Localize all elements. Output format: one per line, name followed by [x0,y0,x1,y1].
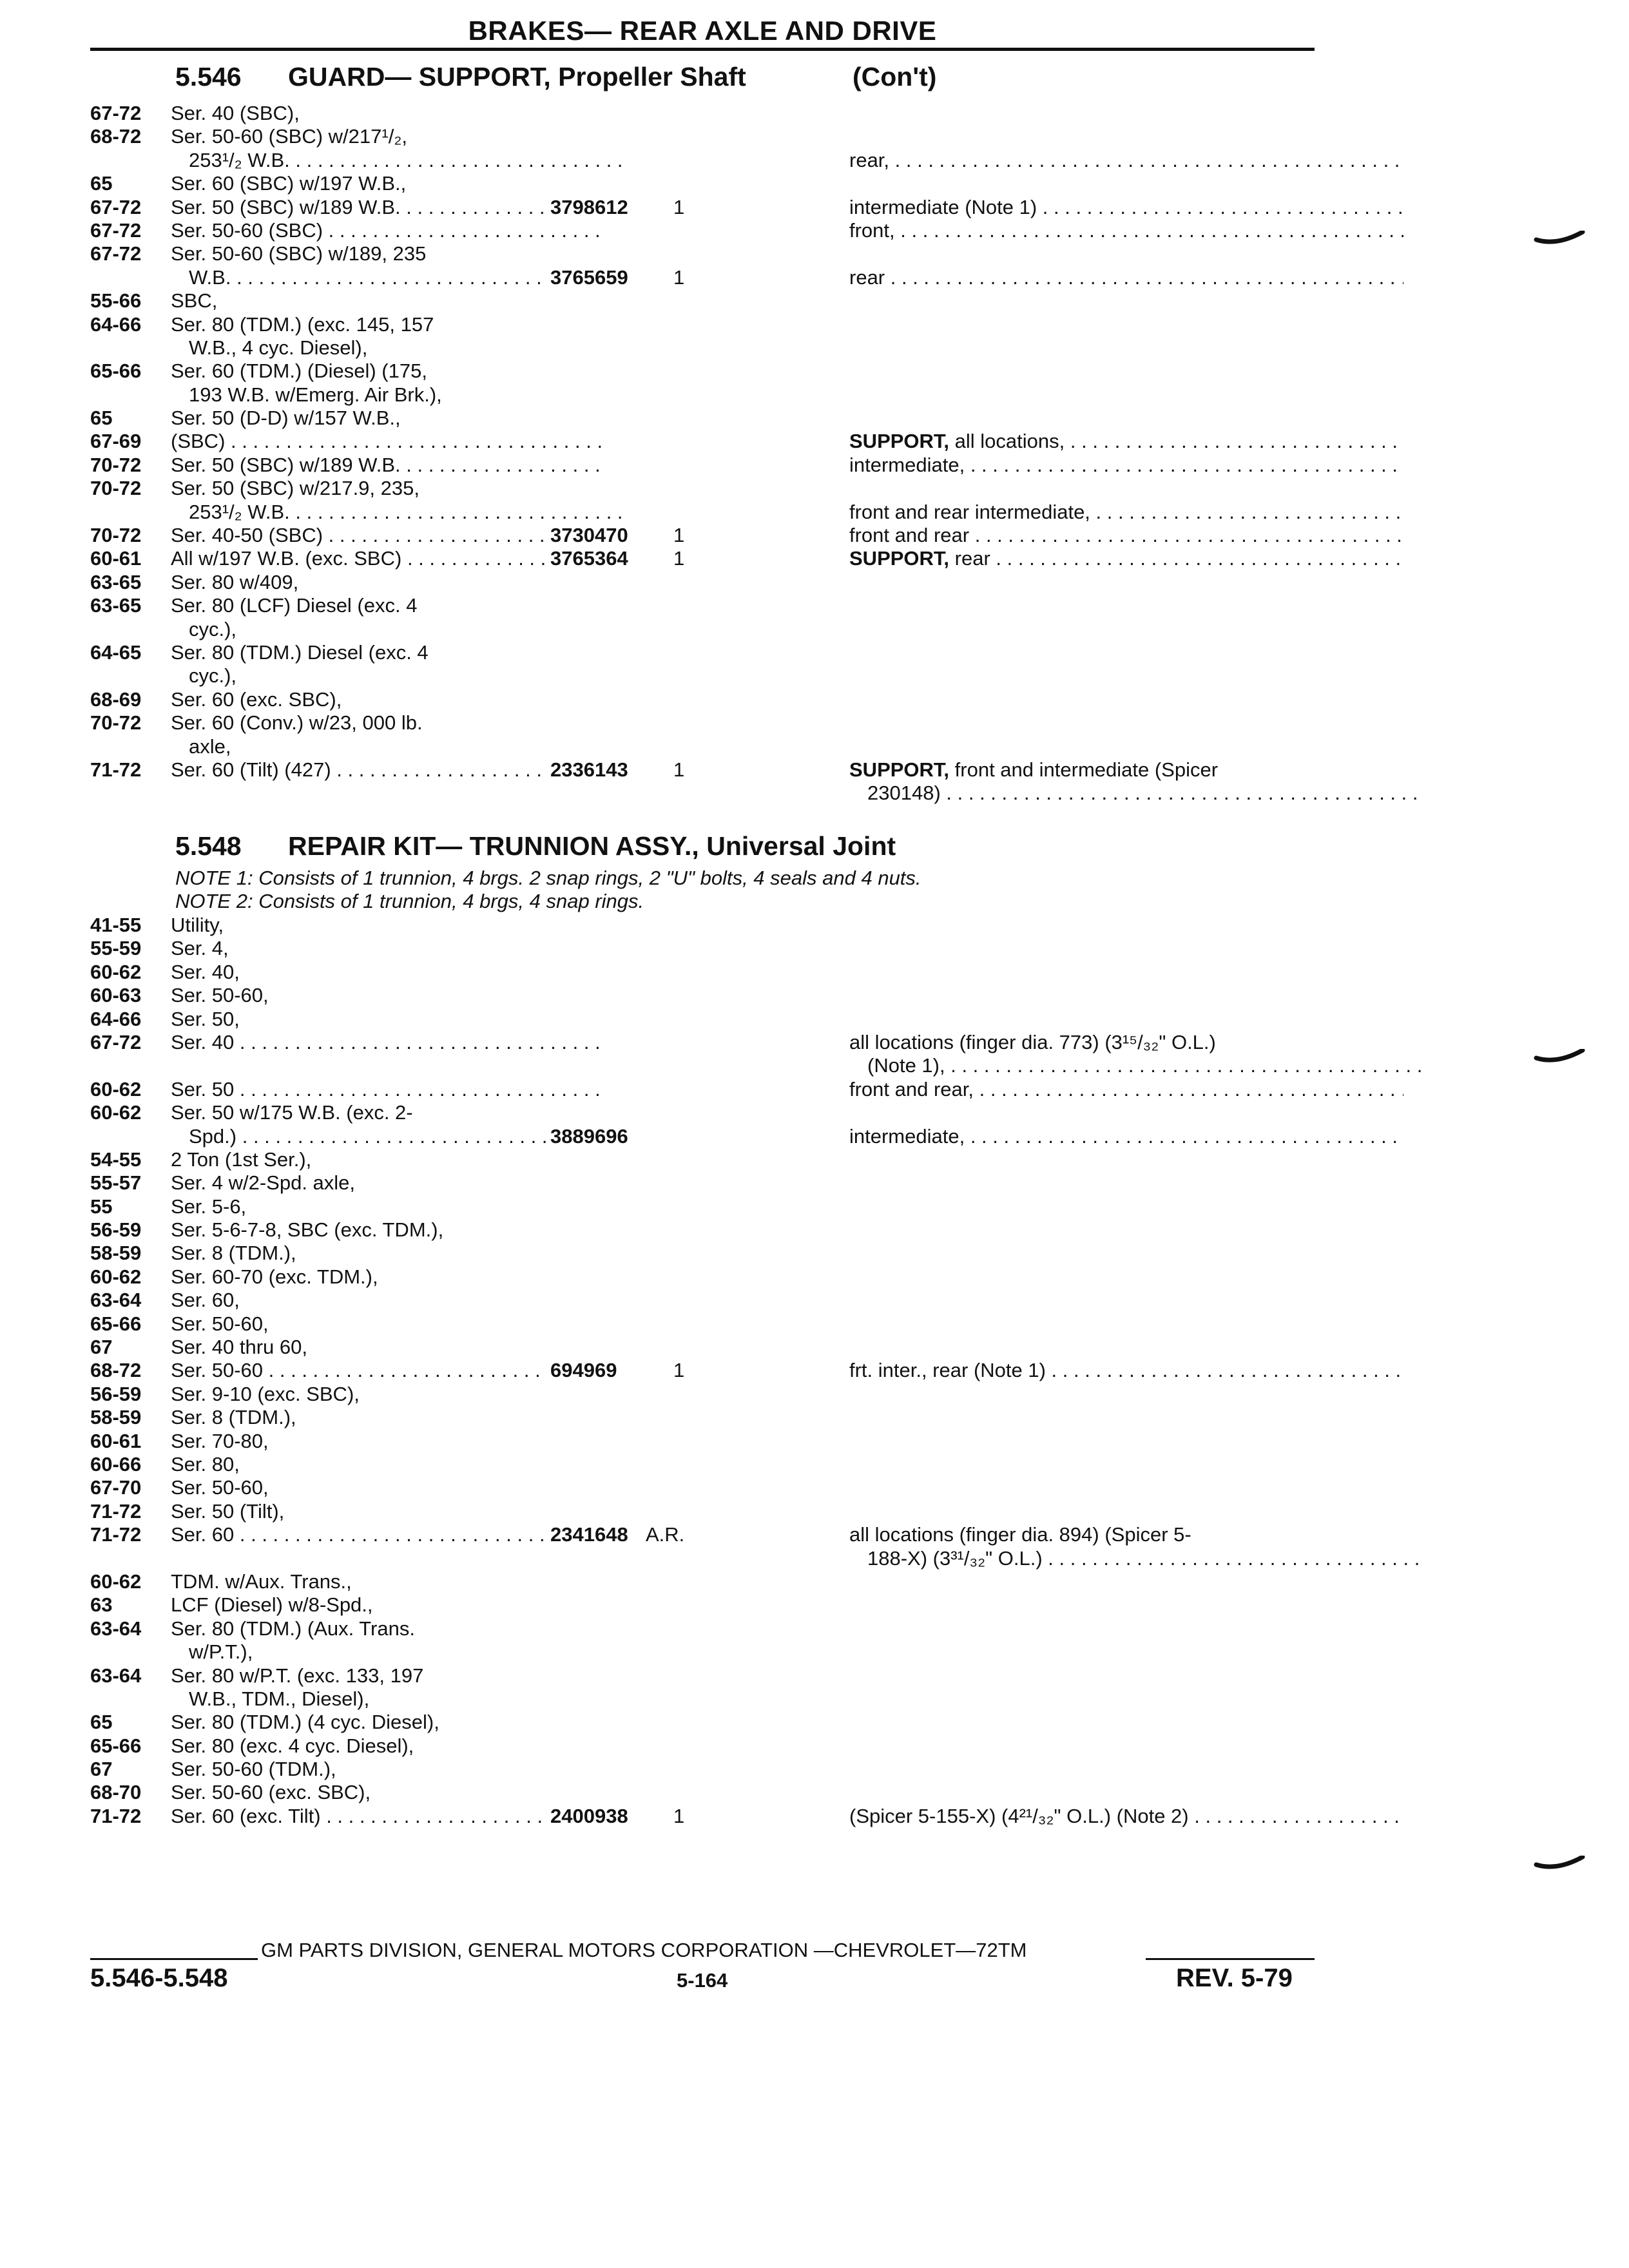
table-row [90,1101,1315,1124]
model-years: 60-66 [90,1452,142,1475]
model-years: 64-66 [90,1007,142,1030]
section-continued: (Con't) [853,62,937,91]
table-row [90,1711,1315,1734]
table-row [90,360,1315,383]
model-years: 55-57 [90,1171,142,1195]
part-number: 2336143 [546,758,628,782]
footer-revision: REV. 5-79 [1176,1964,1293,1992]
model-years: 65 [90,172,113,195]
model-years: 65-66 [90,1734,142,1757]
section-title-5548 [175,831,896,861]
part-description [849,547,1403,570]
table-row [90,1406,1315,1429]
section-notes [175,867,921,913]
quantity: 1 [673,547,685,570]
footer-publisher: GM PARTS DIVISION, GENERAL MOTORS CORPORATION —CHEVROLET—72TM [261,1939,1027,1961]
table-row [90,219,1315,242]
table-row [90,937,1315,960]
model-description: Ser. 50-60 (SBC) w/189, 235 [171,242,427,265]
model-description: Ser. 50-60, [171,1312,269,1335]
part-description-text: intermediate (Note 1) [849,195,1037,218]
model-years: 65-66 [90,1312,142,1335]
model-description: Ser. 50 (SBC) w/217.9, 235, [171,477,419,500]
part-number: 3889696 [546,1125,628,1148]
table-row [90,172,1315,195]
model-description: Ser. 9-10 (exc. SBC), [171,1382,360,1405]
quantity: 1 [673,1359,685,1382]
model-years: 60-62 [90,960,142,983]
model-description: axle, [189,735,231,758]
table-row [90,1265,1315,1289]
table-row [90,1500,1315,1523]
model-description: cyc.), [189,664,237,687]
page-title: BRAKES— REAR AXLE AND DRIVE [468,15,937,46]
table-row [90,196,1315,219]
parts-list-5548 [90,914,1315,1828]
table-row [90,961,1315,984]
model-description: W.B., TDM., Diesel), [189,1687,370,1710]
model-description: Ser. 60 (exc. SBC), [171,687,342,711]
model-description: TDM. w/Aux. Trans., [171,1570,352,1593]
model-description: 253¹/₂ W.B. . . . [171,149,626,172]
model-description: Ser. 5-6-7-8, SBC (exc. TDM.), [171,1218,444,1242]
part-description [849,454,1403,477]
model-years: 60-62 [90,1077,142,1100]
part-description-text: (Note 1), [867,1054,945,1077]
model-description: Ser. 80 (TDM.) (4 cyc. Diesel), [171,1711,439,1734]
part-number: 2400938 [546,1805,628,1828]
model-description: W.B., 4 cyc. Diesel), [189,336,368,359]
model-description: w/P.T.), [189,1640,253,1664]
table-row [90,1383,1315,1406]
table-row [90,1430,1315,1453]
model-years: 71-72 [90,1804,142,1827]
part-description [849,524,1403,547]
model-description: Ser. 40 (SBC), [171,102,300,124]
footer-page-number: 5-164 [677,1969,728,1992]
part-description-text: front and rear intermediate, [849,500,1090,523]
part-description-text: frt. inter., rear (Note 1) [849,1359,1046,1382]
table-row [90,266,1315,289]
model-years: 60-61 [90,547,142,570]
part-description-text: rear [849,265,885,289]
model-years: 56-59 [90,1218,142,1242]
table-row [90,477,1315,500]
model-description: SBC, [171,289,218,312]
model-years: 67-72 [90,218,142,242]
model-description: Ser. 50-60 (SBC) . . . [171,219,608,242]
binder-hole-mark [1534,1856,1585,1874]
quantity: 1 [673,265,685,289]
table-row [90,1008,1315,1031]
part-description [849,1125,1403,1148]
model-description: Ser. 80 (TDM.) (Aux. Trans. [171,1617,415,1640]
part-description [849,1031,1403,1054]
model-description: Ser. 80 (exc. 4 cyc. Diesel), [171,1734,414,1757]
model-years: 68-72 [90,125,142,148]
binder-hole-mark [1534,1049,1585,1067]
table-row [90,547,1315,570]
table-row [90,1148,1315,1171]
table-row [90,336,1315,360]
table-row [90,735,1315,758]
model-description: LCF (Diesel) w/8-Spd., [171,1593,373,1617]
part-description [849,1054,1422,1077]
model-years: 70-72 [90,453,142,476]
part-description-text: 188-X) (3³¹/₃₂" O.L.) [867,1546,1043,1570]
part-description [849,1078,1403,1101]
model-description: Ser. 60 . . . [171,1523,608,1546]
model-description: Ser. 40 thru 60, [171,1336,307,1359]
table-row [90,1805,1315,1828]
table-row [90,1664,1315,1687]
model-description: Ser. 50-60 (TDM.), [171,1758,336,1781]
model-description: (SBC) . . . [171,430,608,453]
table-row [90,1336,1315,1359]
part-description-text: (Spicer 5-155-X) (4²¹/₃₂" O.L.) (Note 2) [849,1804,1189,1827]
model-description: 193 W.B. w/Emerg. Air Brk.), [189,383,442,406]
part-description [849,1359,1403,1382]
model-description: Ser. 8 (TDM.), [171,1406,296,1429]
table-row [90,1359,1315,1382]
table-row [90,641,1315,664]
model-description: Ser. 50-60, [171,984,269,1007]
part-number: 694969 [546,1359,617,1382]
quantity: 1 [673,1804,685,1827]
model-description: Ser. 50 . . . [171,1078,608,1101]
model-years: 63-65 [90,594,142,617]
table-row [90,711,1315,735]
table-row [90,571,1315,594]
part-number: 3765659 [546,266,628,289]
part-description [849,149,1403,172]
table-row [90,383,1315,407]
section-name: GUARD— SUPPORT, Propeller Shaft [288,62,746,91]
model-years: 65-66 [90,360,142,383]
part-description [849,219,1403,242]
model-years: 58-59 [90,1406,142,1429]
table-row [90,1758,1315,1781]
part-description-text: rear, [849,148,890,171]
model-years: 64-65 [90,640,142,664]
model-years: 70-72 [90,711,142,735]
part-description [849,782,1422,805]
table-row [90,1476,1315,1499]
model-years: 67-72 [90,1030,142,1053]
model-years: 67-72 [90,242,142,265]
table-row [90,1195,1315,1218]
part-description-text: intermediate, [849,453,965,476]
model-years: 71-72 [90,758,142,781]
section-number: 5.548 [175,831,242,861]
part-description-heading: SUPPORT, [849,547,950,570]
model-description: Ser. 50-60 (SBC) w/217¹/₂, [171,125,407,148]
model-years: 65 [90,407,113,430]
model-years: 63-65 [90,570,142,593]
page-header [90,9,1315,51]
table-row [90,524,1315,547]
footer-rule-right [1146,1958,1315,1960]
table-row [90,454,1315,477]
table-row [90,914,1315,937]
model-description: Ser. 80 (TDM.) Diesel (exc. 4 [171,640,429,664]
part-description-heading: SUPPORT, [849,758,950,781]
model-description: Ser. 40-50 (SBC) . . . [171,524,608,547]
table-row [90,984,1315,1007]
table-row [90,501,1315,524]
part-description [849,1523,1403,1546]
model-years: 54-55 [90,1148,142,1171]
model-description: Ser. 50, [171,1007,240,1030]
model-years: 63-64 [90,1617,142,1640]
table-row [90,1078,1315,1101]
model-description: Ser. 70-80, [171,1429,269,1452]
model-description: Ser. 40, [171,960,240,983]
part-description [849,196,1403,219]
model-description: 2 Ton (1st Ser.), [171,1148,312,1171]
table-row [90,1312,1315,1336]
part-description-text: front and rear [849,524,970,547]
table-row [90,688,1315,711]
model-description: W.B. . . . [171,266,626,289]
model-years: 67-70 [90,1476,142,1499]
model-description: Ser. 50 w/175 W.B. (exc. 2- [171,1101,413,1124]
model-years: 60-62 [90,1570,142,1593]
model-years: 67-72 [90,102,142,124]
model-years: 55 [90,1195,113,1218]
model-years: 71-72 [90,1499,142,1523]
model-description: Ser. 50 (SBC) w/189 W.B. . . . [171,454,608,477]
model-years: 67 [90,1336,113,1359]
model-years: 65 [90,1711,113,1734]
footer-rule-left [90,1958,258,1960]
model-years: 68-70 [90,1781,142,1804]
model-years: 70-72 [90,524,142,547]
model-years: 68-72 [90,1359,142,1382]
model-description: Ser. 8 (TDM.), [171,1242,296,1265]
model-description: 253¹/₂ W.B. . . . [171,501,626,524]
model-description: Ser. 60, [171,1289,240,1312]
model-years: 68-69 [90,687,142,711]
table-row [90,149,1315,172]
model-description: Ser. 60 (Tilt) (427) . . . [171,758,608,782]
footer-section-range: 5.546-5.548 [90,1964,228,1992]
model-description: Ser. 5-6, [171,1195,247,1218]
part-description-text: all locations, [954,430,1065,453]
table-row [90,1617,1315,1640]
table-row [90,242,1315,265]
quantity: 1 [673,758,685,781]
table-row [90,1054,1315,1077]
part-description-text: intermediate, [849,1124,965,1148]
model-description: Ser. 60 (Conv.) w/23, 000 lb. [171,711,423,735]
model-description: cyc.), [189,617,237,640]
model-description: Ser. 80, [171,1452,240,1475]
table-row [90,1453,1315,1476]
table-row [90,102,1315,125]
model-description: Ser. 4 w/2-Spd. axle, [171,1171,356,1195]
model-years: 60-62 [90,1101,142,1124]
table-row [90,1031,1315,1054]
model-description: Utility, [171,914,224,936]
part-number: 2341648 [546,1523,628,1546]
part-description-text: 230148) [867,782,941,805]
table-row [90,1125,1315,1148]
part-description-text: rear [954,547,990,570]
model-description: Ser. 80 w/409, [171,570,299,593]
part-description [849,430,1403,453]
part-description [849,1547,1422,1570]
part-description-text: front, [849,218,895,242]
model-description: Ser. 50-60, [171,1476,269,1499]
part-description-text: all locations (finger dia. 894) (Spicer 5- [849,1523,1191,1546]
part-number: 3730470 [546,524,628,547]
model-description: Ser. 80 (LCF) Diesel (exc. 4 [171,594,418,617]
model-description: Ser. 50 (SBC) w/189 W.B. . . . [171,196,608,219]
binder-hole-mark [1534,231,1585,249]
model-years: 55-59 [90,937,142,960]
table-row [90,664,1315,687]
model-description: Ser. 80 w/P.T. (exc. 133, 197 [171,1664,424,1687]
model-description: Ser. 80 (TDM.) (exc. 145, 157 [171,312,434,336]
model-years: 63-64 [90,1289,142,1312]
quantity: A.R. [646,1523,685,1546]
table-row [90,125,1315,148]
table-row [90,1523,1315,1546]
model-years: 70-72 [90,477,142,500]
quantity: 1 [673,524,685,547]
part-description [849,758,1403,782]
quantity: 1 [673,195,685,218]
table-row [90,1171,1315,1195]
table-row [90,289,1315,312]
part-number: 3765364 [546,547,628,570]
model-description: Ser. 50 (D-D) w/157 W.B., [171,407,401,430]
model-years: 71-72 [90,1523,142,1546]
table-row [90,1735,1315,1758]
table-row [90,782,1315,805]
table-row [90,1242,1315,1265]
model-years: 60-61 [90,1429,142,1452]
model-years: 67-69 [90,430,142,453]
parts-list-5546 [90,102,1315,805]
table-row [90,758,1315,782]
model-years: 63-64 [90,1664,142,1687]
part-description-text: all locations (finger dia. 773) (3¹⁵/₃₂" O.L.) [849,1030,1216,1053]
model-description: Ser. 60-70 (exc. TDM.), [171,1265,378,1288]
model-description: Ser. 40 . . . [171,1031,608,1054]
table-row [90,430,1315,453]
part-description [849,1805,1403,1828]
model-years: 58-59 [90,1242,142,1265]
footer-publisher-line [90,1936,1315,1962]
part-description [849,501,1403,524]
table-row [90,1218,1315,1242]
section-name: REPAIR KIT— TRUNNION ASSY., Universal Joint [288,831,896,861]
model-years: 67-72 [90,195,142,218]
part-number: 3798612 [546,196,628,219]
model-years: 55-66 [90,289,142,312]
model-years: 67 [90,1758,113,1781]
table-row [90,618,1315,641]
section-title-5546 [175,62,937,92]
part-description-heading: SUPPORT, [849,430,950,453]
part-description-text: front and intermediate (Spicer [954,758,1219,781]
model-description: Ser. 50-60 (exc. SBC), [171,1781,371,1804]
model-description: Spd.) . . . [171,1125,626,1148]
note-1: NOTE 1: Consists of 1 trunnion, 4 brgs. 2 snap rings, 2 "U" bolts, 4 seals and 4 nuts. [175,867,921,889]
model-description: Ser. 50 (Tilt), [171,1499,285,1523]
part-description [849,266,1403,289]
table-row [90,594,1315,617]
model-years: 41-55 [90,914,142,936]
model-description: Ser. 50-60 . . . [171,1359,608,1382]
table-row [90,1289,1315,1312]
table-row [90,1593,1315,1617]
table-row [90,1547,1315,1570]
table-row [90,1640,1315,1664]
model-description: Ser. 60 (exc. Tilt) . . . [171,1805,608,1828]
table-row [90,407,1315,430]
model-years: 64-66 [90,312,142,336]
note-2: NOTE 2: Consists of 1 trunnion, 4 brgs, 4 snap rings. [175,890,644,912]
table-row [90,1781,1315,1804]
model-years: 56-59 [90,1382,142,1405]
model-description: Ser. 4, [171,937,229,960]
part-description-text: front and rear, [849,1077,974,1100]
model-years: 63 [90,1593,113,1617]
table-row [90,1687,1315,1711]
model-description: All w/197 W.B. (exc. SBC) . . . [171,547,608,570]
model-description: Ser. 60 (SBC) w/197 W.B., [171,172,407,195]
model-description: Ser. 60 (TDM.) (Diesel) (175, [171,360,427,383]
model-years: 60-63 [90,984,142,1007]
table-row [90,1570,1315,1593]
table-row [90,313,1315,336]
section-number: 5.546 [175,62,242,91]
model-years: 60-62 [90,1265,142,1288]
